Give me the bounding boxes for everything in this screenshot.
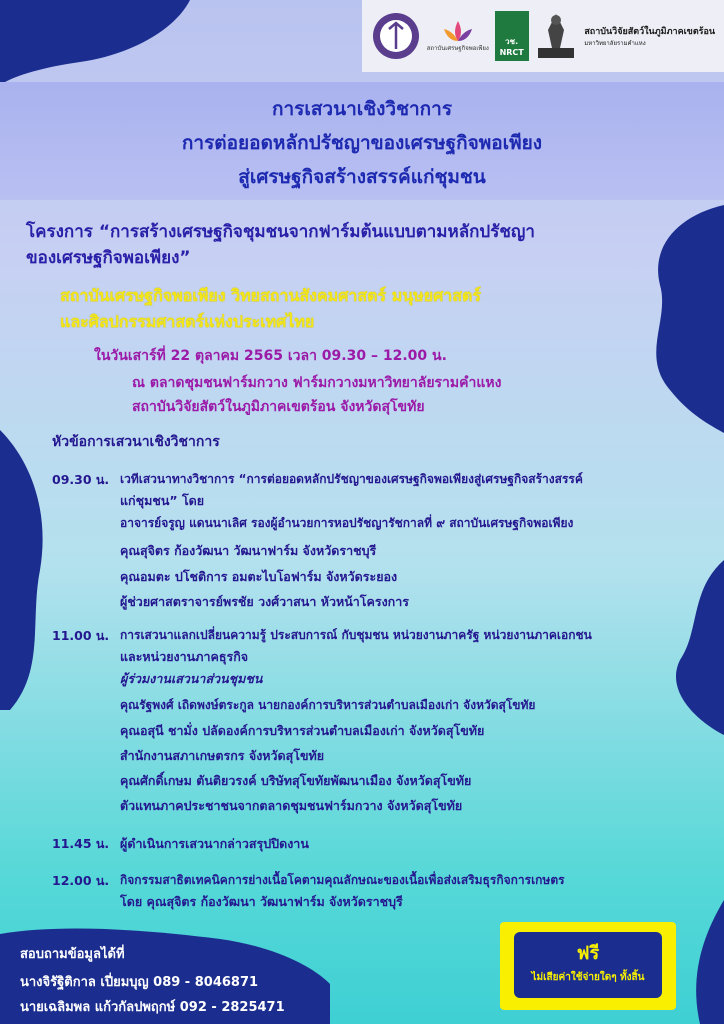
agenda-s1-line-1: เวทีเสวนาทางวิชาการ “การต่อยอดหลักปรัชญาของเศรษฐกิจพอเพียงสู่เศรษฐกิจสร้างสรรค์: [120, 472, 583, 486]
agenda-s1-speaker-2: คุณสุจิตร ก้องวัฒนา วัฒนาฟาร์ม จังหวัดราชบุรี: [120, 543, 377, 558]
event-venue-2: สถาบันวิจัยสัตว์ในภูมิภาคเขตร้อน จังหวัดสุโขทัย: [132, 399, 425, 415]
institute-line-1: สถาบันเศรษฐกิจพอเพียง วิทยสถานสังคมศาสตร์ มนุษยศาสตร์: [60, 286, 481, 305]
event-datetime: ในวันเสาร์ที่ 22 ตุลาคม 2565 เวลา 09.30 – 12.00 น.: [94, 348, 447, 364]
free-badge-inner: [514, 932, 662, 998]
free-badge: [500, 922, 676, 1010]
right-middle-blob: [640, 560, 724, 740]
nrct-logo-text: วช. NRCT: [499, 37, 524, 57]
agenda-s1-speaker-1: อาจารย์จรูญ แดนนาเลิศ รองผู้อำนวยการหอปรัชญารัชกาลที่ ๙ สถาบันเศรษฐกิจพอเพียง: [120, 516, 574, 530]
right-blob: [560, 205, 724, 435]
agenda-s2-speaker-5: ตัวแทนภาคประชาชนจากตลาดชุมชนฟาร์มกวาง จังหวัดสุโขทัย: [120, 798, 463, 813]
free-badge-title: ฟรี: [576, 943, 600, 964]
top-left-blob: [0, 0, 200, 90]
title-line-3: สู่เศรษฐกิจสร้างสรรค์แก่ชุมชน: [238, 166, 486, 188]
agenda-s4-line-2: โดย คุณสุจิตร ก้องวัฒนา วัฒนาฟาร์ม จังหวัดราชบุรี: [120, 894, 403, 909]
agenda-s3-time: 11.45 น.: [52, 836, 110, 851]
tropical-institute-logo-sub: มหาวิทยาลัยรามคำแหง: [584, 40, 646, 47]
agenda-s2-speaker-1: คุณรัฐพงศ์ เถิดพงษ์ตระกูล นายกองค์การบริหารส่วนตำบลเมืองเก่า จังหวัดสุโขทัย: [120, 698, 536, 712]
agenda-s1-time: 09.30 น.: [52, 472, 110, 487]
logo-bar: [362, 0, 724, 72]
agenda-s2-time: 11.00 น.: [52, 628, 110, 643]
agenda-s2-line-1: การเสวนาแลกเปลี่ยนความรู้ ประสบการณ์ กับชุมชน หน่วยงานภาครัฐ หน่วยงานภาคเอกชน: [120, 628, 592, 642]
agenda-s2-line-2: และหน่วยงานภาคธุรกิจ: [120, 649, 249, 664]
left-middle-blob: [0, 430, 60, 710]
agenda-s2-speaker-2: คุณอสุนี ชามั่ง ปลัดองค์การบริหารส่วนตำบลเมืองเก่า จังหวัดสุโขทัย: [120, 723, 485, 738]
project-line-1: โครงการ “การสร้างเศรษฐกิจชุมชนจากฟาร์มต้นแบบตามหลักปรัชญา: [26, 222, 535, 242]
contact-heading: สอบถามข้อมูลได้ที่: [20, 947, 125, 962]
agenda-s1-speaker-3: คุณอมตะ ปโชติการ อมตะไบโอฟาร์ม จังหวัดระยอง: [120, 569, 398, 584]
institute-line-2: และศิลปกรรมศาสตร์แห่งประเทศไทย: [60, 312, 315, 331]
agenda-heading: หัวข้อการเสวนาเชิงวิชาการ: [52, 434, 220, 450]
ramkhamhaeng-logo: [534, 10, 578, 62]
title-line-1: การเสวนาเชิงวิชาการ: [271, 98, 453, 120]
project-line-2: ของเศรษฐกิจพอเพียง”: [26, 248, 191, 268]
sufficiency-economy-institute-logo: [427, 19, 489, 53]
nrct-logo: [495, 11, 529, 61]
free-badge-subtitle: ไม่เสียค่าใช้จ่ายใดๆ ทั้งสิ้น: [531, 972, 645, 983]
event-venue-1: ณ ตลาดชุมชนฟาร์มกวาง ฟาร์มกวางมหาวิทยาลัยรามคำแหง: [132, 375, 502, 391]
agenda-s2-speaker-4: คุณศักดิ์เกษม ตันติยวรงค์ บริษัทสุโขทัยพัฒนาเมือง จังหวัดสุโขทัย: [120, 773, 472, 788]
agenda-s1-speaker-4: ผู้ช่วยศาสตราจารย์พรชัย วงศ์วาสนา หัวหน้าโครงการ: [120, 594, 409, 609]
university-seal-logo: [371, 11, 421, 61]
tropical-institute-logo-text: สถาบันวิจัยสัตว์ในภูมิภาคเขตร้อน: [584, 27, 716, 37]
agenda-s4-time: 12.00 น.: [52, 873, 110, 888]
contact-person-1: นางจิรัฐิติกาล เปี่ยมบุญ 089 - 8046871: [20, 975, 259, 990]
agenda-s1-line-2: แก่ชุมชน” โดย: [120, 493, 205, 508]
agenda-s3-line-1: ผู้ดำเนินการเสวนากล่าวสรุปปิดงาน: [120, 836, 309, 851]
agenda-s2-speaker-3: สำนักงานสภาเกษตรกร จังหวัดสุโขทัย: [120, 748, 325, 763]
contact-person-2: นายเฉลิมพล แก้วกัลปพฤกษ์ 092 - 2825471: [20, 1000, 285, 1015]
institute-logo-caption: สถาบันเศรษฐกิจพอเพียง: [426, 45, 489, 52]
tropical-animal-institute-logo: [584, 24, 715, 48]
title-line-2: การต่อยอดหลักปรัชญาของเศรษฐกิจพอเพียง: [181, 132, 543, 154]
agenda-s4-line-1: กิจกรรมสาธิตเทคนิคการย่างเนื้อโคตามคุณลักษณะของเนื้อเพื่อส่งเสริมธุรกิจการเกษตร: [120, 873, 565, 887]
agenda-s2-subheading: ผู้ร่วมงานเสวนาส่วนชุมชน: [120, 671, 263, 686]
